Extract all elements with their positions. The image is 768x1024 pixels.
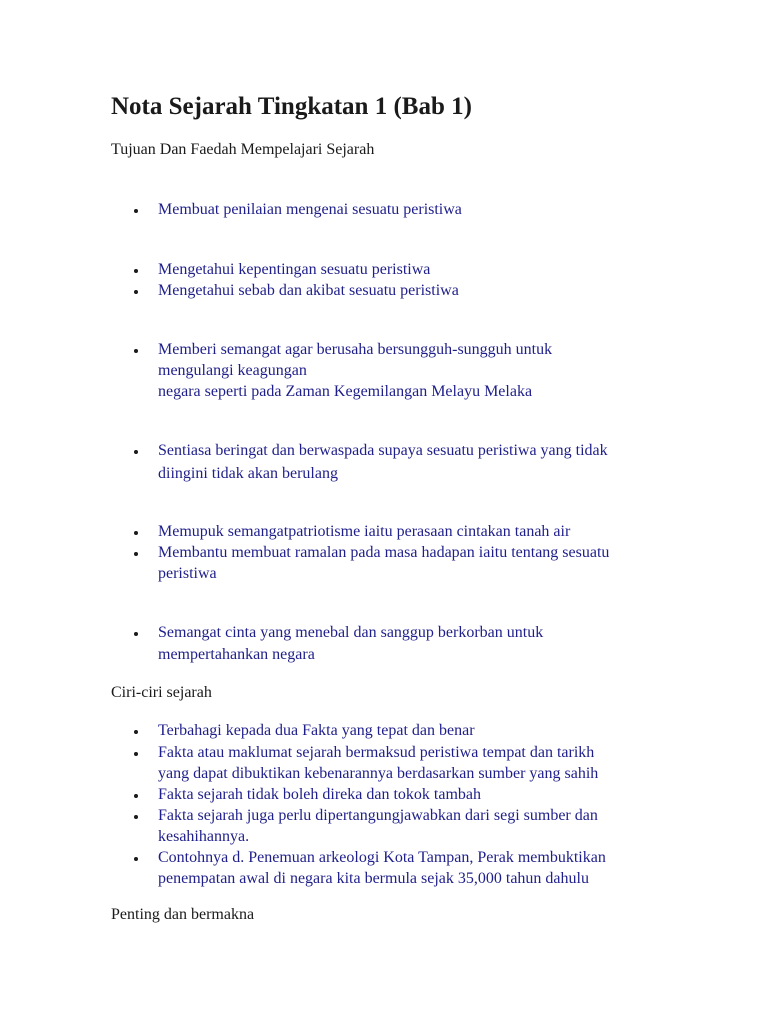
list-item-text: Terbahagi kepada dua Fakta yang tepat dan benar [158, 722, 475, 739]
bullet-dot-icon [134, 857, 138, 861]
bullet-dot-icon [134, 815, 138, 819]
list-item-text: kesahihannya. [158, 828, 250, 845]
bullet-dot-icon [134, 349, 138, 353]
list-item-text: Membantu membuat ramalan pada masa hadapan iaitu tentang sesuatu [158, 544, 610, 561]
section-heading: Ciri-ciri sejarah [111, 684, 212, 701]
bullet-dot-icon [134, 552, 138, 556]
section-heading: Penting dan bermakna [111, 906, 255, 923]
list-item-text: peristiwa [158, 565, 217, 582]
bullet-dot-icon [134, 730, 138, 734]
bullet-dot-icon [134, 752, 138, 756]
list-item-text: Fakta atau maklumat sejarah bermaksud peristiwa tempat dan tarikh [158, 744, 595, 761]
bullet-dot-icon [134, 269, 138, 273]
list-item-text: mengulangi keagungan [158, 362, 307, 379]
list-item-text: yang dapat dibuktikan kebenarannya berdasarkan sumber yang sahih [158, 765, 599, 782]
list-item-text: mempertahankan negara [158, 646, 315, 663]
list-item-text: Mengetahui sebab dan akibat sesuatu peristiwa [158, 282, 459, 299]
list-item-text: negara seperti pada Zaman Kegemilangan Melayu Melaka [158, 383, 533, 400]
list-item-text: diingini tidak akan berulang [158, 465, 338, 482]
list-item-text: Fakta sejarah tidak boleh direka dan tokok tambah [158, 786, 482, 803]
bullet-dot-icon [134, 209, 138, 213]
list-item-text: Membuat penilaian mengenai sesuatu peristiwa [158, 201, 462, 218]
bullet-dot-icon [134, 290, 138, 294]
bullet-dot-icon [134, 450, 138, 454]
list-item-text: Memberi semangat agar berusaha bersungguh-sungguh untuk [158, 341, 553, 358]
section-heading: Tujuan Dan Faedah Mempelajari Sejarah [111, 141, 375, 158]
list-item-text: Memupuk semangatpatriotisme iaitu perasaan cintakan tanah air [158, 523, 571, 540]
bullet-dot-icon [134, 794, 138, 798]
list-item-text: penempatan awal di negara kita bermula sejak 35,000 tahun dahulu [158, 870, 589, 887]
list-item-text: Contohnya d. Penemuan arkeologi Kota Tampan, Perak membuktikan [158, 849, 606, 866]
list-item-text: Sentiasa beringat dan berwaspada supaya sesuatu peristiwa yang tidak [158, 442, 608, 459]
list-item-text: Fakta sejarah juga perlu dipertangungjawabkan dari segi sumber dan [158, 807, 598, 824]
list-item-text: Mengetahui kepentingan sesuatu peristiwa [158, 261, 431, 278]
list-item-text: Semangat cinta yang menebal dan sanggup berkorban untuk [158, 624, 544, 641]
document-title: Nota Sejarah Tingkatan 1 (Bab 1) [111, 93, 472, 120]
bullet-dot-icon [134, 531, 138, 535]
bullet-dot-icon [134, 632, 138, 636]
